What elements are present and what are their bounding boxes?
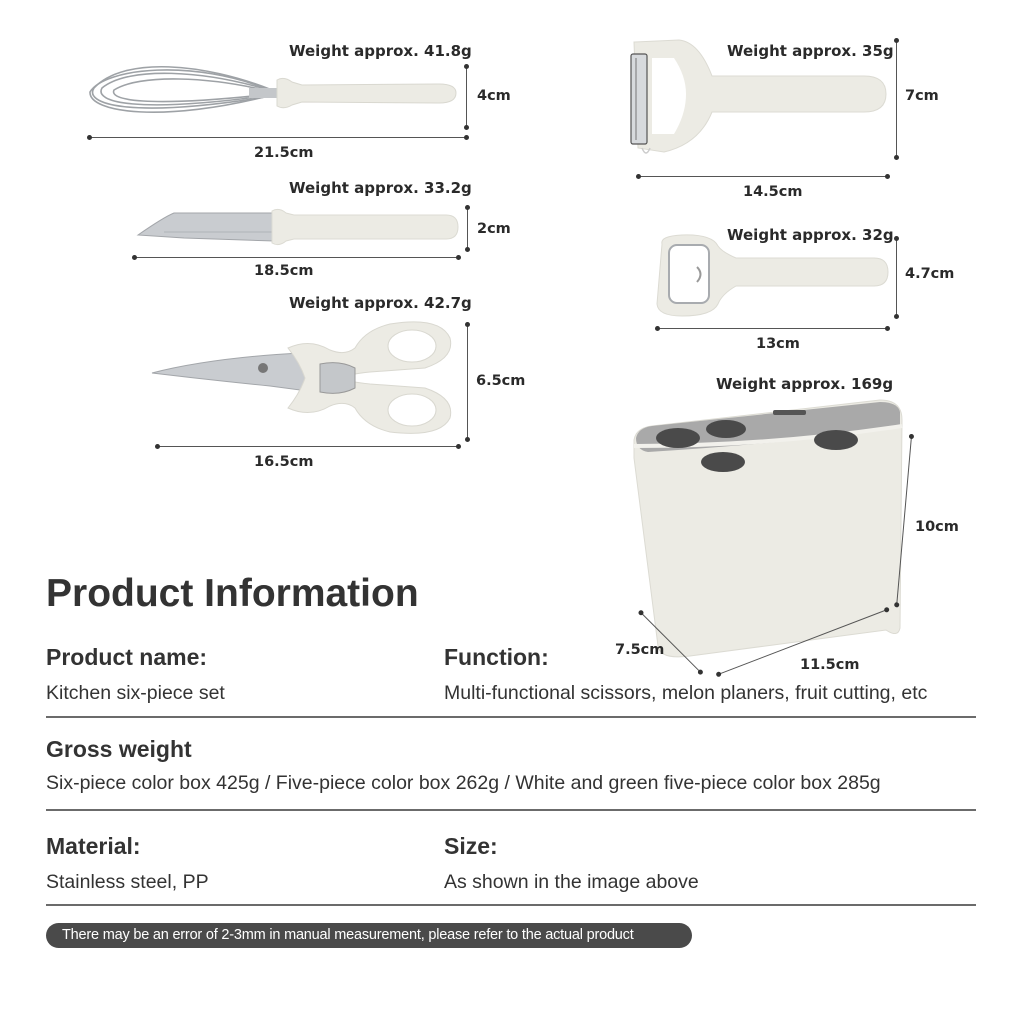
peeler-weight: Weight approx. 35g [727,42,894,60]
block-depth: 7.5cm [615,642,665,658]
paring-knife-image [134,205,464,250]
opener-length-line [657,328,888,329]
scissors-weight: Weight approx. 42.7g [289,294,472,312]
opener-length: 13cm [756,336,800,352]
material-label: Material: [46,833,141,859]
whisk-weight: Weight approx. 41.8g [289,42,472,60]
block-weight: Weight approx. 169g [716,375,894,393]
page-title: Product Information [46,572,419,615]
product-name-value: Kitchen six-piece set [46,682,225,704]
material-value: Stainless steel, PP [46,871,209,893]
kitchen-scissors-image [150,318,460,438]
knife-weight: Weight approx. 33.2g [289,179,472,197]
scissors-length-line [157,446,459,447]
size-label: Size: [444,833,498,859]
peeler-height-line [896,40,897,158]
size-value: As shown in the image above [444,871,699,893]
whisk-image [84,58,464,128]
gross-weight-label: Gross weight [46,736,192,762]
knife-height: 2cm [477,221,511,237]
whisk-height: 4cm [477,88,511,104]
divider [46,904,976,906]
peeler-length: 14.5cm [743,184,803,200]
function-label: Function: [444,644,549,670]
scissors-height-line [467,324,468,440]
bottle-opener-image [652,232,892,322]
whisk-length-line [89,137,467,138]
storage-block-image [630,398,910,662]
scissors-height: 6.5cm [476,373,526,389]
whisk-height-line [466,66,467,128]
peeler-length-line [638,176,888,177]
product-name-label: Product name: [46,644,208,670]
function-value: Multi-functional scissors, melon planers, fruit cutting, etc [444,682,928,704]
opener-height: 4.7cm [905,266,955,282]
knife-length-line [134,257,459,258]
opener-height-line [896,238,897,317]
block-length: 11.5cm [800,657,860,673]
measurement-note-badge: There may be an error of 2-3mm in manual measurement, please refer to the actual product [46,923,692,948]
peeler-height: 7cm [905,88,939,104]
peeler-image [624,36,894,156]
whisk-length: 21.5cm [254,145,314,161]
scissors-length: 16.5cm [254,454,314,470]
block-height: 10cm [915,519,959,535]
knife-height-line [467,207,468,250]
knife-length: 18.5cm [254,263,314,279]
opener-weight: Weight approx. 32g [727,226,894,244]
divider [46,809,976,811]
gross-weight-value: Six-piece color box 425g / Five-piece color box 262g / White and green five-piece color box 285g [46,772,881,794]
divider [46,716,976,718]
